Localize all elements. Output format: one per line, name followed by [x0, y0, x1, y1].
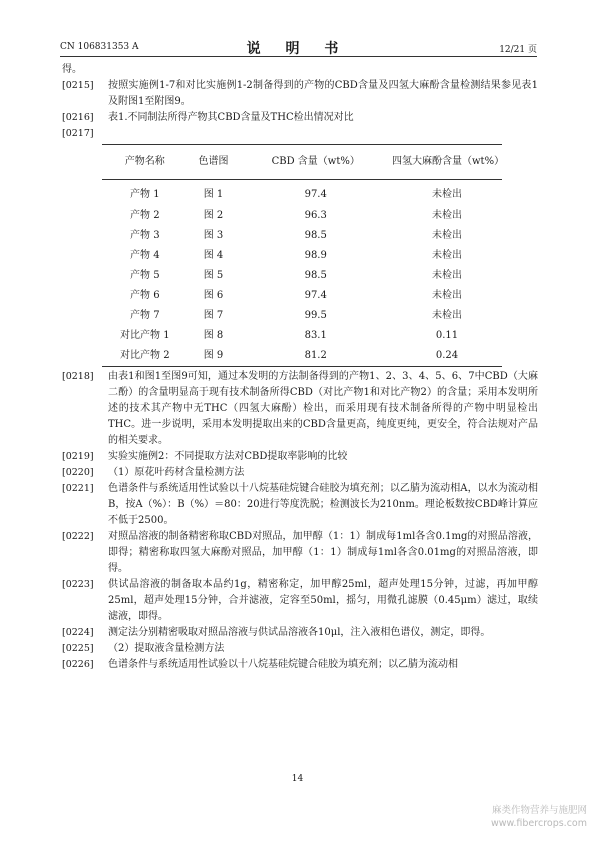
table-row — [102, 246, 502, 266]
paragraphs-bottom — [62, 369, 538, 673]
paragraph — [62, 481, 538, 529]
table-cell: 图 5 — [203, 270, 224, 281]
table-cell: 图 3 — [203, 230, 224, 241]
paragraph — [62, 641, 538, 657]
table-row — [102, 306, 502, 326]
document-body — [62, 62, 538, 673]
paragraph-text: 测定法分别精密吸取对照品溶液与供试品溶液各10μl，注入液相色谱仪，测定，即得。 — [108, 627, 491, 638]
paragraph — [62, 110, 538, 126]
table-cell: 未检出 — [432, 310, 462, 321]
table-cell: 图 4 — [203, 250, 224, 261]
page-number: 14 — [291, 774, 304, 784]
paragraph-number: [0219] — [62, 451, 94, 462]
paragraph-number: [0216] — [62, 112, 94, 123]
paragraph — [62, 126, 538, 142]
table-row — [102, 346, 502, 367]
table-cell: 图 7 — [203, 310, 224, 321]
table-cell: 对比产物 2 — [102, 346, 188, 367]
site-watermark — [491, 804, 587, 830]
table-cell: 产物 2 — [130, 210, 160, 221]
paragraph-number: [0224] — [62, 627, 94, 638]
paragraph-text: 由表1和图1至图9可知，通过本发明的方法制备得到的产物1、2、3、4、5、6、7中CBD（大麻二酚）的含量明显高于现有技术制备所得CBD（对比产物1和对比产物2）的含量；采用本发明所述的技术其产物中无THC（四氢大麻酚）检出，而采用现有技术制备所得的产物中明显检出THC。进一步说明，采用本发明提取出来的CBD含量更高，纯度更纯，更安全，符合法规对产品的相关要求。 — [108, 371, 538, 446]
table-row — [102, 326, 502, 346]
table-cell: 对比产物 1 — [120, 330, 170, 341]
paragraph — [62, 577, 538, 625]
paragraph-text: （1）原花叶药材含量检测方法 — [108, 467, 245, 478]
table-cell: 83.1 — [304, 330, 327, 341]
patent-number: CN 106831353 A — [60, 42, 139, 52]
table-cell: 图 6 — [203, 290, 224, 301]
results-table-wrapper — [102, 144, 505, 367]
table-row — [102, 286, 502, 306]
paragraph-text: 实验实施例2：不同提取方法对CBD提取率影响的比较 — [108, 451, 348, 462]
paragraph-text: 对照品溶液的制备精密称取CBD对照品，加甲醇（1：1）制成每1ml各含0.1mg的对照品溶液，即得；精密称取四氢大麻酚对照品，加甲醇（1：1）制成每1ml各含0.01mg的对照品溶液，即得。 — [108, 531, 538, 574]
page-count: 12/21 页 — [499, 45, 537, 55]
header-rule — [60, 56, 537, 57]
col-product-name: 产物名称 — [102, 145, 188, 180]
paragraph-number: [0225] — [62, 643, 94, 654]
table-cell: 0.11 — [435, 330, 459, 341]
results-table — [102, 144, 505, 367]
table-cell: 产物 4 — [130, 250, 160, 261]
page-title: 说 明 书 — [246, 41, 349, 57]
paragraph-number: [0221] — [62, 483, 94, 494]
paragraph — [62, 657, 538, 673]
paragraph-continued — [62, 62, 538, 78]
paragraph-number: [0220] — [62, 467, 94, 478]
table-cell: 产物 3 — [130, 230, 160, 241]
paragraph-text: 供试品溶液的制备取本品约1g，精密称定，加甲醇25ml，超声处理15分钟，过滤，再加甲醇25ml，超声处理15分钟，合并滤液，定容至50ml，摇匀，用微孔滤膜（0.45μm）滤过，取续滤液，即得。 — [108, 579, 538, 622]
table-cell: 图 1 — [203, 189, 224, 200]
paragraph — [62, 529, 538, 577]
paragraph-number: [0218] — [62, 371, 94, 382]
table-cell: 产物 5 — [130, 270, 160, 281]
paragraph-text: 按照实施例1-7和对比实施例1-2制备得到的产物的CBD含量及四氢大麻酚含量检测结果参见表1及附图1至附图9。 — [108, 80, 538, 107]
paragraph-text: （2）提取液含量检测方法 — [108, 643, 225, 654]
table-cell: 产物 1 — [130, 189, 160, 200]
table-cell: 图 8 — [203, 330, 224, 341]
paragraph-text: 表1.不同制法所得产物其CBD含量及THC检出情况对比 — [108, 112, 354, 123]
table-cell: 未检出 — [432, 230, 462, 241]
table-cell: 未检出 — [432, 189, 462, 200]
table-row — [102, 226, 502, 246]
col-chromatogram: 色谱图 — [188, 145, 240, 180]
table-cell: 未检出 — [432, 210, 462, 221]
table-cell: 产物 7 — [130, 310, 160, 321]
paragraph — [62, 625, 538, 641]
paragraph — [62, 449, 538, 465]
col-thc-content: 四氢大麻酚含量（wt%） — [392, 145, 502, 180]
col-cbd-content: CBD 含量（wt%） — [239, 145, 392, 180]
table-cell: 97.4 — [304, 189, 327, 200]
paragraph-number: [0217] — [62, 128, 94, 139]
table-row — [102, 266, 502, 286]
table-cell: 未检出 — [432, 270, 462, 281]
paragraph-number: [0226] — [62, 659, 94, 670]
paragraph-text: 得。 — [62, 64, 82, 75]
table-body — [102, 180, 502, 367]
paragraph-number: [0223] — [62, 579, 94, 590]
table-cell: 96.3 — [304, 210, 327, 221]
table-cell: 产物 6 — [130, 290, 160, 301]
table-row — [102, 206, 502, 226]
table-cell: 0.24 — [392, 346, 502, 367]
table-cell: 98.9 — [304, 250, 327, 261]
paragraph-text: 色谱条件与系统适用性试验以十八烷基硅烷键合硅胶为填充剂；以乙腈为流动相A，以水为流动相B，按A（%）：B（%）＝80：20进行等度洗脱；检测波长为210nm。理论板数按CBD峰计算应不低于2500。 — [108, 483, 538, 526]
table-cell: 97.4 — [304, 290, 327, 301]
table-cell: 图 9 — [188, 346, 240, 367]
paragraph-number: [0222] — [62, 531, 94, 542]
table-cell: 图 2 — [203, 210, 224, 221]
paragraphs-top — [62, 78, 538, 142]
paragraph — [62, 78, 538, 110]
watermark-url: www.fibercrops.com — [490, 818, 587, 829]
table-cell: 未检出 — [432, 290, 462, 301]
table-cell: 98.5 — [304, 270, 327, 281]
watermark-title: 麻类作物营养与施肥网 — [491, 805, 587, 816]
table-cell: 未检出 — [432, 250, 462, 261]
table-cell: 99.5 — [304, 310, 327, 321]
table-row — [102, 180, 502, 207]
paragraph — [62, 369, 538, 449]
paragraph — [62, 465, 538, 481]
table-header-row — [102, 145, 502, 180]
paragraph-text: 色谱条件与系统适用性试验以十八烷基硅烷键合硅胶为填充剂；以乙腈为流动相 — [108, 659, 458, 670]
paragraph-number: [0215] — [62, 80, 94, 91]
table-cell: 98.5 — [304, 230, 327, 241]
table-cell: 81.2 — [239, 346, 392, 367]
